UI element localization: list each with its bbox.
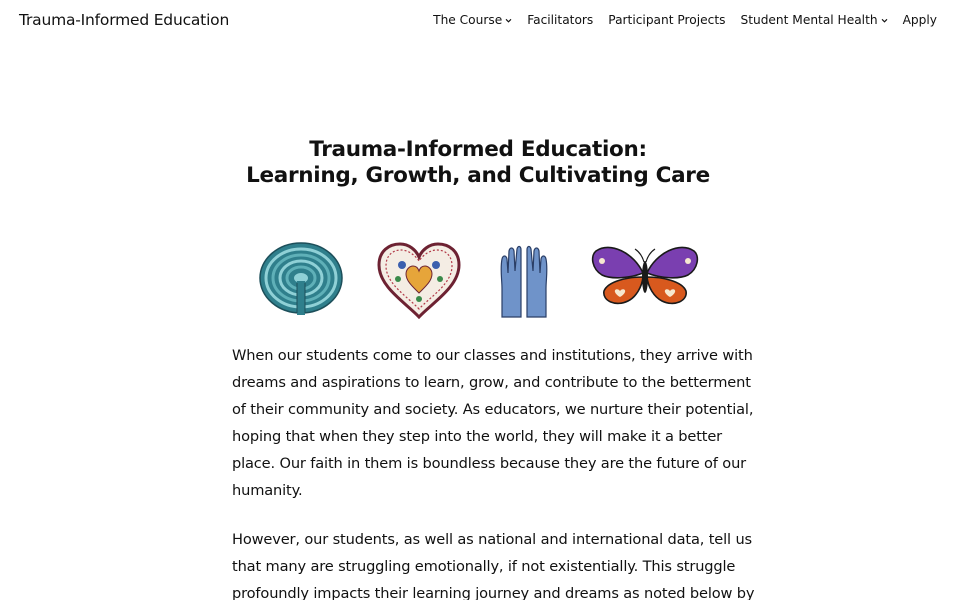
page-title-line-1: Trauma-Informed Education: [309, 137, 647, 162]
illustration-row [250, 235, 710, 325]
paragraph-line: place. Our faith in them is boundless because they are the future of our [232, 455, 747, 472]
nav-item-the-course[interactable] [433, 13, 512, 27]
nav-item-label: Participant Projects [608, 13, 726, 27]
paragraph-line: When our students come to our classes and institutions, they arrive with [232, 347, 753, 364]
chevron-down-icon[interactable] [505, 17, 512, 24]
nav-item-student-mental-health[interactable] [740, 13, 887, 27]
paragraph-line: humanity. [232, 482, 303, 499]
intro-paragraph-2 [232, 526, 755, 600]
nav-item-facilitators[interactable] [527, 13, 593, 27]
butterfly-icon [590, 243, 700, 309]
main-nav [433, 13, 937, 27]
paragraph-line: However, our students, as well as national and international data, tell us [232, 531, 752, 548]
nav-item-apply[interactable] [903, 13, 937, 27]
nav-item-label: Facilitators [527, 13, 594, 27]
labyrinth-icon [258, 241, 344, 315]
heart-icon [376, 241, 462, 319]
nav-item-participant-projects[interactable] [608, 13, 725, 27]
page-title-line-2: Learning, Growth, and Cultivating Care [246, 163, 710, 188]
hands-icon [496, 243, 552, 319]
intro-paragraph-1 [232, 342, 754, 504]
nav-item-label: Student Mental Health [740, 13, 878, 27]
page-title [0, 137, 956, 189]
paragraph-line: profoundly impacts their learning journey and dreams as noted below by [232, 585, 755, 600]
chevron-down-icon[interactable] [881, 17, 888, 24]
site-title-link[interactable]: Trauma-Informed Education [19, 11, 230, 29]
nav-item-label: The Course [433, 13, 503, 27]
paragraph-line: hoping that when they step into the world, they will make it a better [232, 428, 723, 445]
site-header [0, 0, 960, 44]
paragraph-line: of their community and society. As educators, we nurture their potential, [232, 401, 754, 418]
paragraph-line: dreams and aspirations to learn, grow, and contribute to the betterment [232, 374, 751, 391]
nav-item-label: Apply [902, 13, 937, 27]
paragraph-line: that many are struggling emotionally, if not existentially. This struggle [232, 558, 736, 575]
